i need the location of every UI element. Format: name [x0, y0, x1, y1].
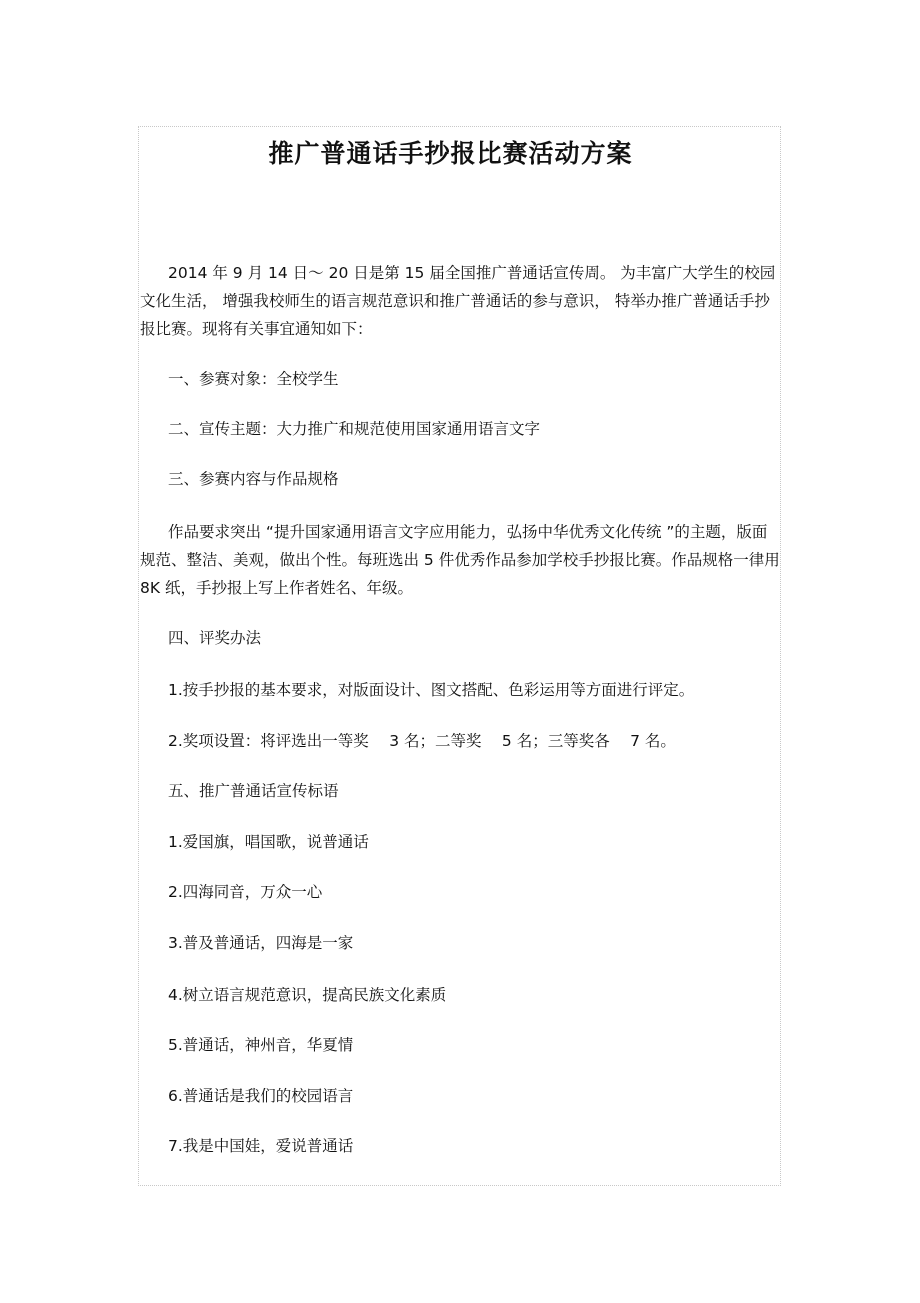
works-requirements-paragraph: 作品要求突出 “提升国家通用语言文字应用能力，弘扬中华优秀文化传统 ”的主题，版面规范、整洁、美观，做出个性。每班选出 5 件优秀作品参加学校手抄报比赛。作品规格一律用 8K 纸，手抄报上写上作者姓名、年级。 [140, 523, 780, 597]
slogan-item: 6.普通话是我们的校园语言 [168, 1087, 354, 1105]
judging-item: 2.奖项设置：将评选出一等奖 3 名；二等奖 5 名；三等奖各 7 名。 [168, 732, 676, 750]
slogan-item: 2.四海同音，万众一心 [168, 883, 323, 901]
slogan-item: 5.普通话，神州音，华夏情 [168, 1036, 354, 1054]
section-participants: 一、参赛对象：全校学生 [168, 370, 339, 388]
judging-item: 1.按手抄报的基本要求，对版面设计、图文搭配、色彩运用等方面进行评定。 [168, 681, 695, 699]
slogan-item: 7.我是中国娃，爱说普通话 [168, 1137, 354, 1155]
section-content-heading: 三、参赛内容与作品规格 [168, 470, 339, 488]
slogan-item: 4.树立语言规范意识，提高民族文化素质 [168, 986, 447, 1004]
slogan-item: 1.爱国旗，唱国歌，说普通话 [168, 833, 369, 851]
section-theme: 二、宣传主题：大力推广和规范使用国家通用语言文字 [168, 420, 541, 438]
section-judging-heading: 四、评奖办法 [168, 629, 262, 647]
intro-paragraph: 2014 年 9 月 14 日～ 20 日是第 15 届全国推广普通话宣传周。 为丰富广大学生的校园文化生活， 增强我校师生的语言规范意识和推广普通话的参与意识， 特举办推广普通话手抄报比赛。现将有关事宜通知如下： [140, 264, 776, 338]
document-title: 推广普通话手抄报比赛活动方案 [268, 139, 633, 168]
slogan-item: 3.普及普通话，四海是一家 [168, 934, 354, 952]
section-slogans-heading: 五、推广普通话宣传标语 [168, 782, 339, 800]
